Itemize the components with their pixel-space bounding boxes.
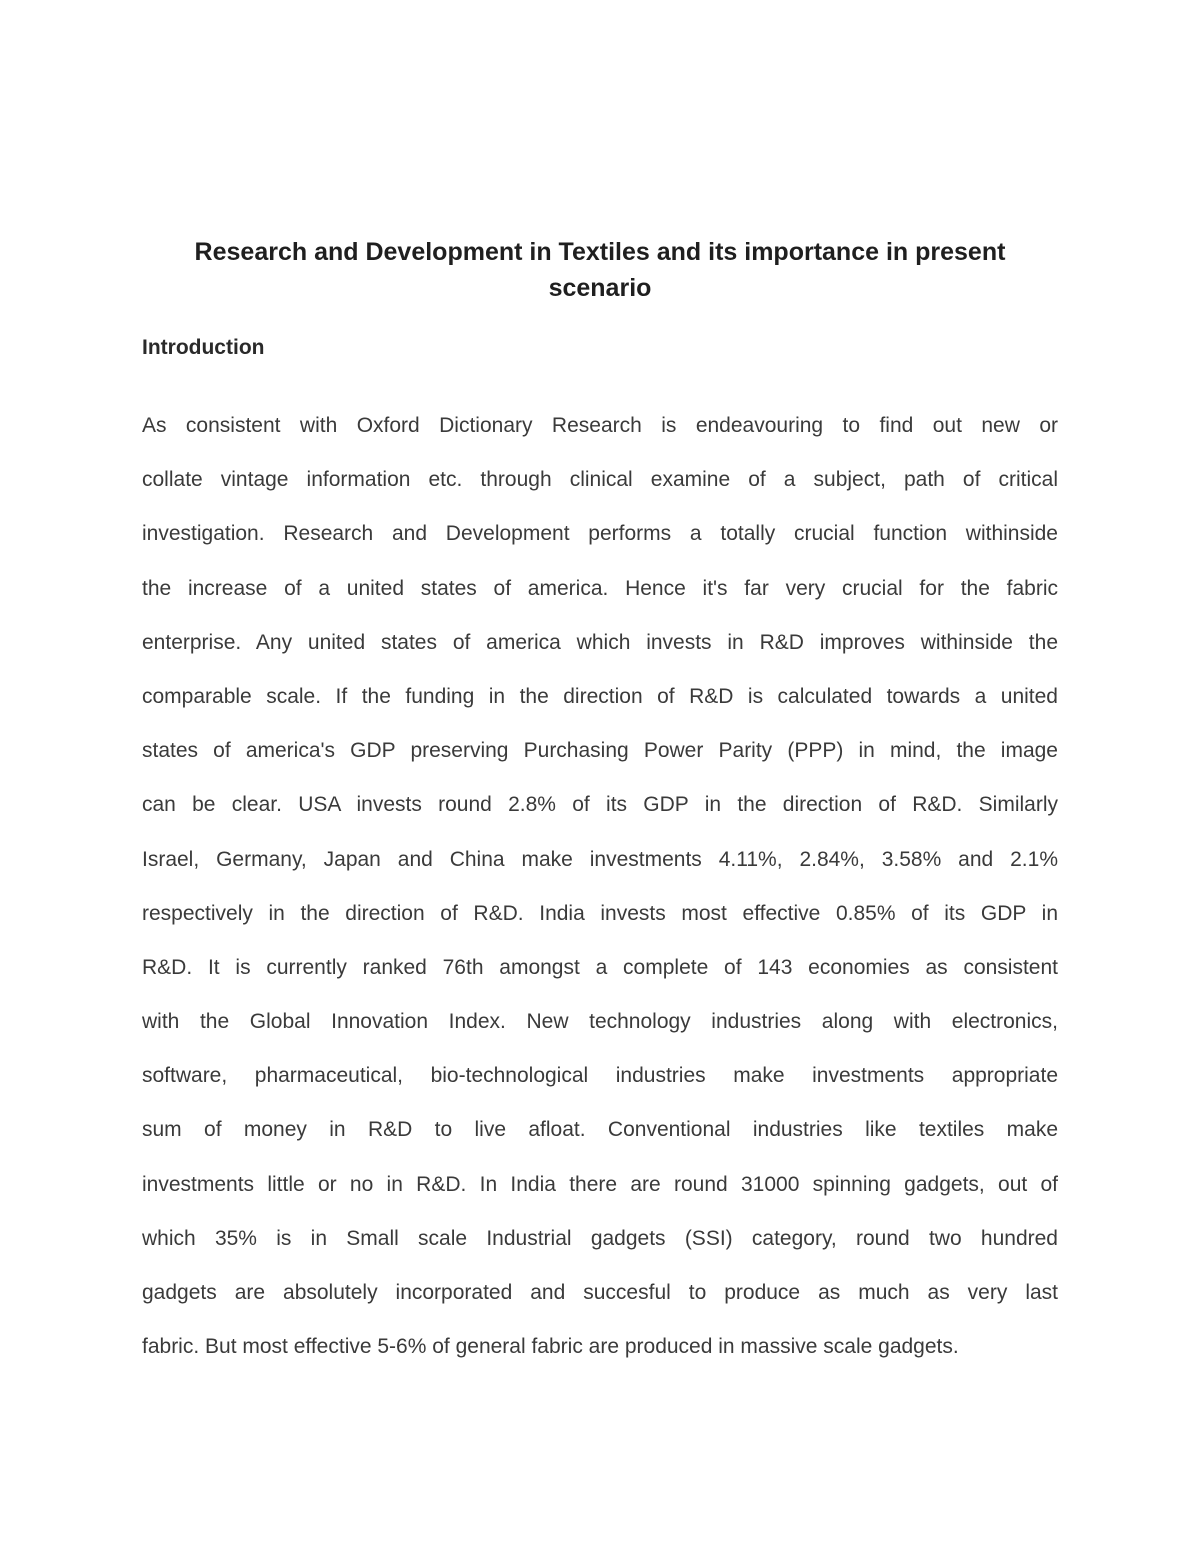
title-line: scenario: [548, 274, 652, 302]
introduction-paragraph: [142, 399, 1058, 1374]
paragraph-line: enterprise. Any united states of america which invests in R&D improves withinside the: [142, 630, 1058, 654]
paragraph-line: R&D. It is currently ranked 76th amongst a complete of 143 economies as consistent: [142, 955, 1058, 979]
paragraph-line: with the Global Innovation Index. New technology industries along with electronics,: [142, 1010, 1058, 1034]
paragraph-line: gadgets are absolutely incorporated and succesful to produce as much as very last: [142, 1281, 1058, 1304]
paragraph-line: As consistent with Oxford Dictionary Research is endeavouring to find out new or: [142, 414, 1058, 437]
paragraph-line: Israel, Germany, Japan and China make investments 4.11%, 2.84%, 3.58% and 2.1%: [142, 847, 1058, 871]
paragraph-line: states of america's GDP preserving Purchasing Power Parity (PPP) in mind, the image: [142, 739, 1058, 763]
paragraph-line: respectively in the direction of R&D. India invests most effective 0.85% of its GDP in: [142, 901, 1058, 925]
paragraph-line: can be clear. USA invests round 2.8% of its GDP in the direction of R&D. Similarly: [142, 793, 1058, 817]
paragraph-line: software, pharmaceutical, bio-technological industries make investments appropriate: [142, 1064, 1058, 1088]
paragraph-line: investigation. Research and Development performs a totally crucial function withinside: [142, 522, 1058, 546]
section-heading-introduction: Introduction: [142, 336, 265, 359]
paragraph-line: the increase of a united states of america. Hence it's far very crucial for the fabric: [142, 576, 1058, 600]
paragraph-line: sum of money in R&D to live afloat. Conventional industries like textiles make: [142, 1118, 1058, 1142]
paragraph-line: which 35% is in Small scale Industrial gadgets (SSI) category, round two hundred: [142, 1226, 1058, 1250]
paragraph-line: fabric. But most effective 5-6% of general fabric are produced in massive scale gadgets.: [142, 1335, 959, 1359]
paragraph-line: investments little or no in R&D. In India there are round 31000 spinning gadgets, out of: [142, 1172, 1058, 1196]
paragraph-line: comparable scale. If the funding in the direction of R&D is calculated towards a united: [142, 684, 1058, 708]
document-title: [142, 234, 1058, 306]
paragraph-line: collate vintage information etc. through clinical examine of a subject, path of critical: [142, 468, 1058, 492]
title-line: Research and Development in Textiles and its importance in present: [194, 238, 1006, 266]
